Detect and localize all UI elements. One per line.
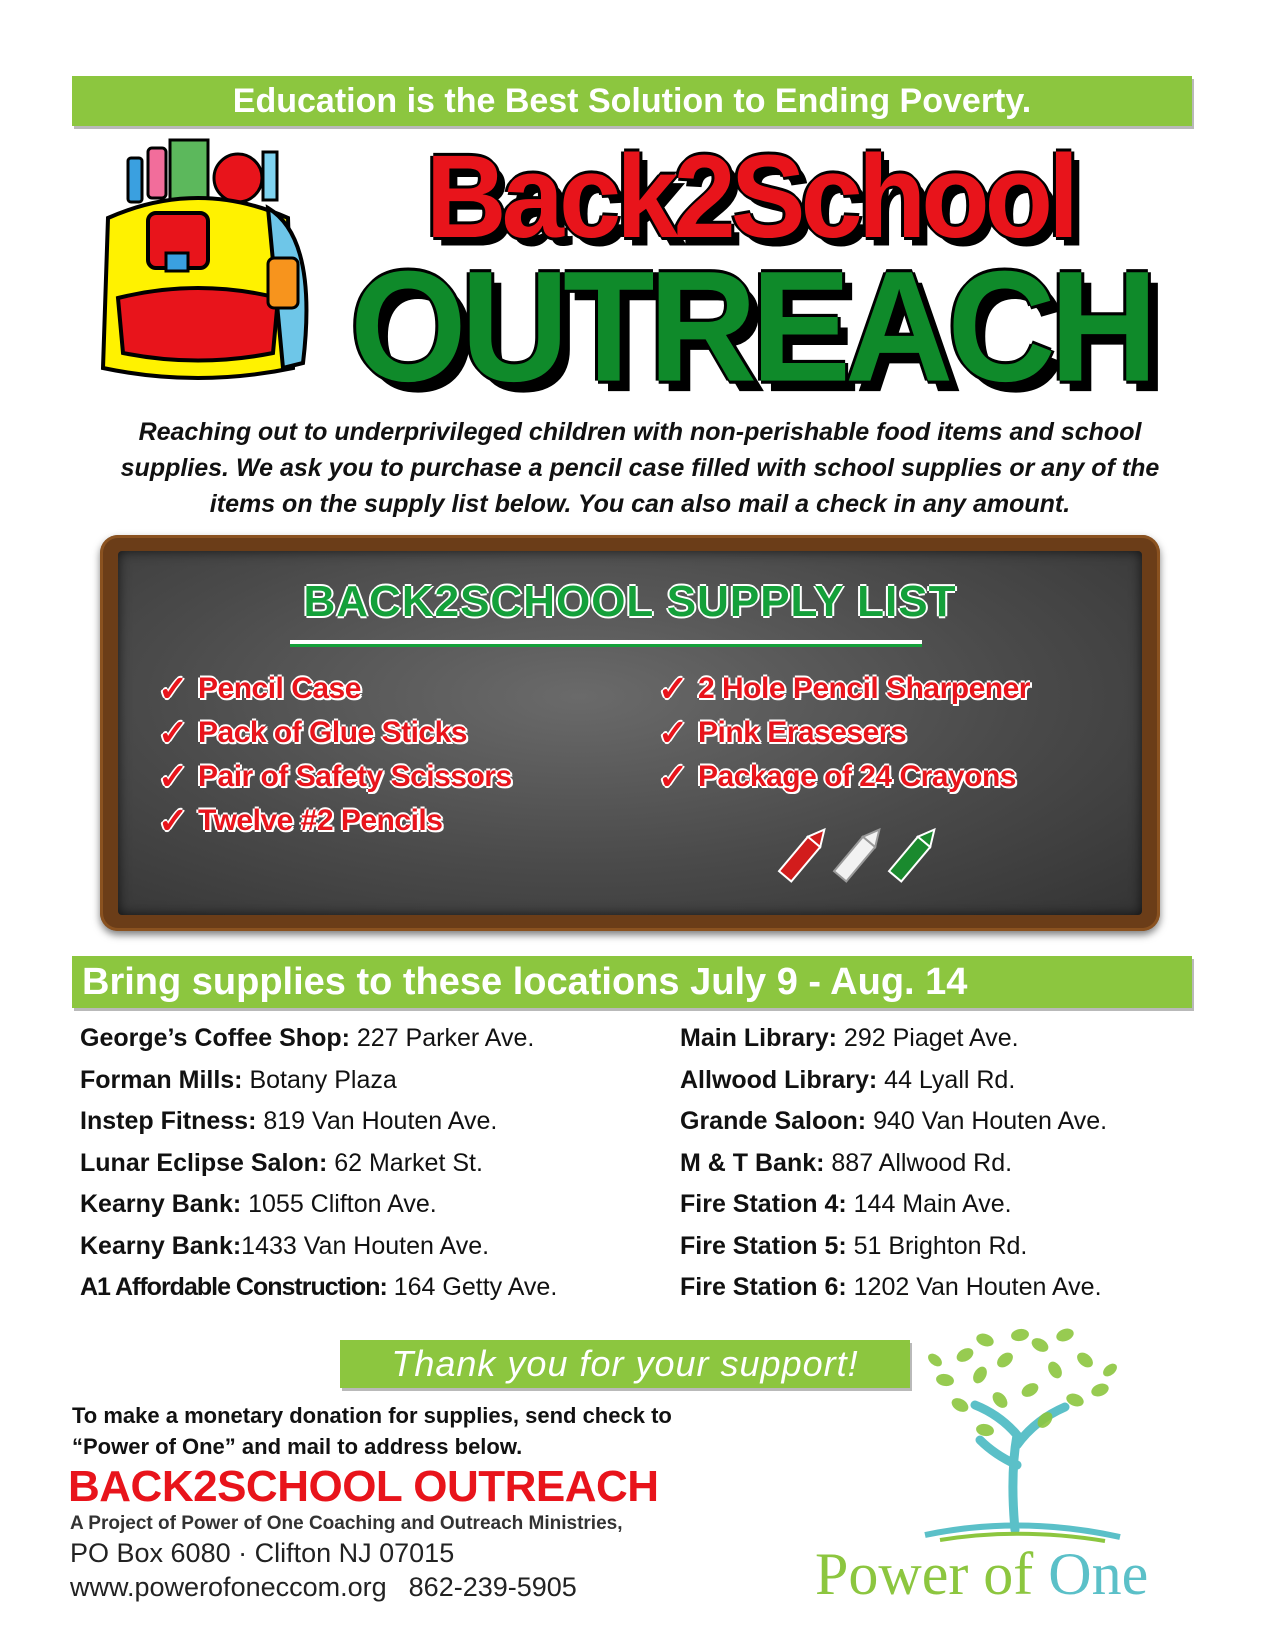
- location-address: 887 Allwood Rd.: [824, 1148, 1013, 1177]
- location-item: [80, 1060, 557, 1102]
- supply-item: [158, 711, 512, 755]
- supply-item-label: Twelve #2 Pencils: [198, 804, 443, 837]
- supply-list-left: [158, 667, 512, 843]
- check-icon: ✓: [658, 668, 689, 709]
- location-item: [680, 1101, 1107, 1143]
- location-item: [680, 1143, 1107, 1185]
- location-item: [680, 1060, 1107, 1102]
- supply-item: [158, 667, 512, 711]
- location-item: [80, 1226, 557, 1268]
- contact-line: [70, 1572, 577, 1603]
- supply-list-right: [658, 667, 1030, 799]
- tree-icon: [905, 1315, 1135, 1545]
- title-back2school: Back2School: [425, 130, 1075, 263]
- locations-list-left: [80, 1018, 557, 1309]
- location-item: [80, 1184, 557, 1226]
- supply-item: [658, 667, 1030, 711]
- location-name: Forman Mills:: [80, 1065, 243, 1094]
- check-icon: ✓: [158, 712, 189, 753]
- logo-word-power-of: Power of: [815, 1541, 1034, 1607]
- location-address: 227 Parker Ave.: [349, 1024, 535, 1052]
- thank-you-banner: Thank you for your support!: [340, 1340, 910, 1388]
- location-name: George’s Coffee Shop:: [80, 1024, 350, 1052]
- website-link[interactable]: www.powerofoneccom.org: [70, 1572, 387, 1602]
- location-item: [80, 1143, 557, 1185]
- supply-item-label: Pair of Safety Scissors: [198, 760, 512, 793]
- check-icon: ✓: [658, 756, 689, 797]
- check-icon: ✓: [158, 800, 189, 841]
- supply-item-label: Pink Erasesers: [698, 716, 907, 749]
- check-icon: ✓: [658, 712, 689, 753]
- locations-list-right: [680, 1018, 1107, 1309]
- supply-chalkboard: [100, 535, 1160, 931]
- location-name: M & T Bank:: [680, 1148, 825, 1177]
- supply-item-label: Package of 24 Crayons: [698, 760, 1016, 793]
- location-name: Main Library:: [680, 1024, 837, 1052]
- location-address: 51 Brighton Rd.: [846, 1231, 1028, 1260]
- supply-item-label: Pencil Case: [198, 672, 361, 705]
- location-address: 62 Market St.: [327, 1148, 483, 1177]
- crayons-icon: [768, 826, 938, 896]
- check-icon: ✓: [158, 668, 189, 709]
- chalkboard-surface: [118, 551, 1142, 915]
- location-address: 164 Getty Ave.: [386, 1273, 558, 1301]
- org-title: BACK2SCHOOL OUTREACH: [68, 1462, 659, 1511]
- mailing-address: PO Box 6080 · Clifton NJ 07015: [70, 1538, 455, 1568]
- location-item: [680, 1018, 1107, 1060]
- title-outreach: OUTREACH: [350, 237, 1152, 415]
- location-item: [80, 1267, 557, 1309]
- supply-item: [658, 711, 1030, 755]
- location-address: 1202 Van Houten Ave.: [846, 1273, 1102, 1301]
- supply-item: [158, 799, 512, 843]
- location-name: Fire Station 5:: [680, 1231, 847, 1260]
- check-icon: ✓: [158, 756, 189, 797]
- location-address: Botany Plaza: [242, 1065, 397, 1094]
- location-item: [80, 1101, 557, 1143]
- location-address: 819 Van Houten Ave.: [256, 1107, 498, 1135]
- location-name: Kearny Bank:: [80, 1190, 242, 1218]
- location-name: Lunar Eclipse Salon:: [80, 1148, 328, 1177]
- location-name: Instep Fitness:: [80, 1107, 257, 1135]
- supply-list-title: BACK2SCHOOL SUPPLY LIST: [303, 577, 957, 626]
- location-item: [680, 1226, 1107, 1268]
- location-name: Allwood Library:: [680, 1065, 878, 1094]
- intro-text: Reaching out to underprivileged children with non-perishable food items and school supplies. We ask you to purchase a pencil case filled with school supplies or any of the items on the supply list below. You can also mail a check in any amount.: [120, 418, 1160, 518]
- location-address: 940 Van Houten Ave.: [866, 1107, 1108, 1135]
- supply-item: [658, 755, 1030, 799]
- location-address: 1433 Van Houten Ave.: [241, 1231, 490, 1260]
- location-address: 292 Piaget Ave.: [836, 1024, 1019, 1052]
- location-name: Grande Saloon:: [680, 1107, 867, 1135]
- location-item: [680, 1267, 1107, 1309]
- backpack-icon: [88, 138, 318, 388]
- location-name: Fire Station 4:: [680, 1190, 847, 1218]
- phone-number: 862-239-5905: [408, 1572, 577, 1602]
- donation-instructions: To make a monetary donation for supplies, send check to “Power of One” and mail to address below.: [72, 1403, 672, 1459]
- supply-item-label: 2 Hole Pencil Sharpener: [698, 672, 1030, 705]
- location-name: A1 Affordable Construction:: [80, 1273, 387, 1301]
- title-underline: [290, 640, 922, 647]
- location-address: 1055 Clifton Ave.: [241, 1190, 437, 1218]
- supply-item-label: Pack of Glue Sticks: [198, 716, 467, 749]
- location-name: Kearny Bank:: [80, 1231, 242, 1260]
- power-of-one-logo: [815, 1540, 1148, 1609]
- supply-item: [158, 755, 512, 799]
- location-item: [680, 1184, 1107, 1226]
- locations-banner: Bring supplies to these locations July 9 - Aug. 14: [72, 956, 1192, 1008]
- tagline-banner: Education is the Best Solution to Ending Poverty.: [72, 76, 1192, 126]
- org-subtitle: A Project of Power of One Coaching and Outreach Ministries,: [70, 1513, 623, 1534]
- logo-word-one: One: [1033, 1541, 1149, 1607]
- location-name: Fire Station 6:: [680, 1273, 847, 1301]
- location-item: [80, 1018, 557, 1060]
- location-address: 44 Lyall Rd.: [877, 1065, 1016, 1094]
- location-address: 144 Main Ave.: [846, 1190, 1012, 1218]
